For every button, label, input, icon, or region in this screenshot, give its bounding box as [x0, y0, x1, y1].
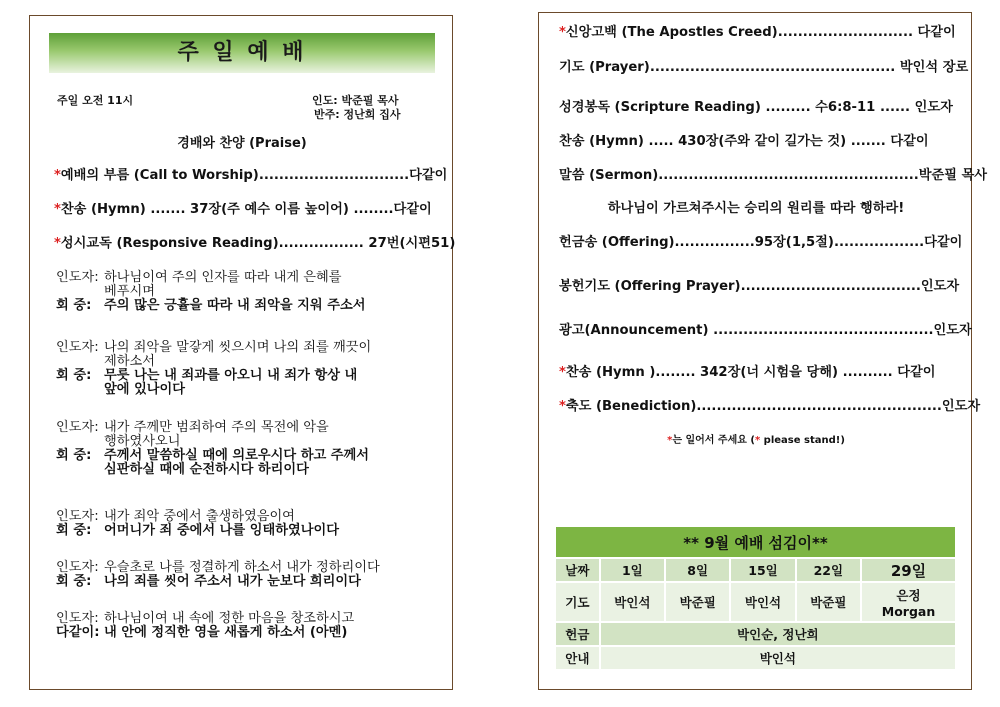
- hymn-item: 찬송 (Hymn) ..... 430장(주와 같이 길가는 것) ....... 다같이: [559, 134, 929, 149]
- reading-block-3: 인도자: 내가 주께만 범죄하여 주의 목전에 악을 행하였사오니 회 중: 주께서 말씀하실 때에 의로우시다 하고 주께서 심판하실 때에 순전하시다 하리이다: [56, 420, 369, 477]
- reading-block-4: 인도자: 내가 죄악 중에서 출생하였음이여 회 중: 어머니가 죄 중에서 나를 잉태하였나이다: [56, 509, 339, 538]
- congregation-line: 앞에 있나이다: [104, 382, 186, 397]
- congregation-line: 주께서 말씀하실 때에 의로우시다 하고 주께서: [104, 448, 369, 463]
- service-time: 주일 오전 11시: [57, 94, 134, 107]
- table-cell: 날짜: [555, 558, 600, 582]
- leader-line: 베푸시며: [104, 284, 155, 299]
- table-row: [555, 622, 956, 646]
- stand-marker: *: [559, 25, 566, 40]
- table-cell: 안내: [555, 646, 600, 670]
- congregation-line: 심판하실 때에 순전하시다 하리이다: [104, 462, 309, 477]
- table-row: [555, 558, 956, 582]
- hymn-item: *찬송 (Hymn) ....... 37장(주 예수 이름 높이어) ........다같이: [54, 202, 432, 217]
- service-pianist: 반주: 정난희 집사: [314, 108, 401, 121]
- praise-section-header: 경배와 찬양 (Praise): [177, 136, 307, 151]
- leader-line: 우슬초로 나를 정결하게 하소서 내가 정하리이다: [104, 560, 380, 575]
- leader-line: 하나님이여 내 속에 정한 마음을 창조하시고: [104, 611, 355, 626]
- schedule-title: ** 9월 예배 섬김이**: [555, 526, 956, 558]
- apostles-creed-item: *신앙고백 (The Apostles Creed)........................... 다같이: [559, 25, 956, 40]
- table-cell: 은정 Morgan: [861, 582, 956, 622]
- leader-line: 제하소서: [104, 354, 155, 369]
- congregation-line: 내 안에 정직한 영을 새롭게 하소서 (아멘): [104, 625, 348, 640]
- table-cell: 1일: [600, 558, 665, 582]
- sermon-item: 말씀 (Sermon)....................................................박준필 목사: [559, 168, 988, 183]
- stand-note: *는 일어서 주세요 (* please stand!): [667, 435, 845, 446]
- right-bulletin-page: [538, 12, 988, 690]
- offering-item: 헌금송 (Offering)................95장(1,5절)..................다같이: [559, 235, 963, 250]
- table-cell: 22일: [796, 558, 861, 582]
- reading-block-5: 인도자: 우슬초로 나를 정결하게 하소서 내가 정하리이다 회 중: 나의 죄를 씻어 주소서 내가 눈보다 희리이다: [56, 560, 380, 589]
- table-cell: 15일: [730, 558, 795, 582]
- responsive-reading-item: *성시교독 (Responsive Reading)................. 27번(시편51): [54, 236, 456, 251]
- leader-line: 내가 죄악 중에서 출생하였음이여: [104, 509, 295, 524]
- congregation-line: 무릇 나는 내 죄과를 아오니 내 죄가 항상 내: [104, 368, 358, 383]
- table-cell: 박인순, 정난희: [600, 622, 956, 646]
- offering-prayer-item: 봉헌기도 (Offering Prayer)....................................인도자: [559, 279, 960, 294]
- table-cell: 박인석: [730, 582, 795, 622]
- stand-marker: *: [54, 202, 61, 217]
- table-cell: 기도: [555, 582, 600, 622]
- stand-marker: *: [559, 365, 566, 380]
- leader-line: 행하였사오니: [104, 434, 181, 449]
- stand-marker: *: [559, 399, 566, 414]
- announcement-item: 광고(Announcement) ............................................인도자: [559, 323, 972, 338]
- table-cell: 헌금: [555, 622, 600, 646]
- table-cell: 29일: [861, 558, 956, 582]
- september-servers-table: [554, 525, 957, 671]
- reading-block-2: 인도자: 나의 죄악을 말갛게 씻으시며 나의 죄를 깨끗이 제하소서 회 중: 무릇 나는 내 죄과를 아오니 내 죄가 항상 내 앞에 있나이다: [56, 340, 372, 397]
- prayer-item: 기도 (Prayer)................................................. 박인석 장로: [559, 60, 969, 75]
- table-row: [555, 646, 956, 670]
- leader-line: 나의 죄악을 말갛게 씻으시며 나의 죄를 깨끗이: [104, 340, 372, 355]
- congregation-line: 주의 많은 긍휼을 따라 내 죄악을 지워 주소서: [104, 298, 366, 313]
- left-bulletin-page: [29, 15, 456, 690]
- table-row: [555, 582, 956, 622]
- table-cell: 박준필: [796, 582, 861, 622]
- leader-line: 하나님이여 주의 인자를 따라 내게 은혜를: [104, 270, 342, 285]
- table-cell: 박인석: [600, 646, 956, 670]
- congregation-line: 어머니가 죄 중에서 나를 잉태하였나이다: [104, 523, 339, 538]
- service-leader: 인도: 박준필 목사: [312, 94, 399, 107]
- stand-marker: *: [54, 236, 61, 251]
- benediction-item: *축도 (Benediction).................................................인도자: [559, 399, 981, 414]
- scripture-reading-item: 성경봉독 (Scripture Reading) ......... 수6:8-11 ...... 인도자: [559, 100, 953, 115]
- table-cell: 박인석: [600, 582, 665, 622]
- table-cell: 박준필: [665, 582, 730, 622]
- stand-marker: *: [54, 168, 61, 183]
- service-title-banner: 주 일 예 배: [49, 33, 435, 73]
- congregation-line: 나의 죄를 씻어 주소서 내가 눈보다 희리이다: [104, 574, 361, 589]
- closing-hymn-item: *찬송 (Hymn )........ 342장(너 시험을 당해) .......... 다같이: [559, 365, 936, 380]
- table-cell: 8일: [665, 558, 730, 582]
- leader-line: 내가 주께만 범죄하여 주의 목전에 악을: [104, 420, 329, 435]
- call-to-worship-item: *예배의 부름 (Call to Worship)..............................다같이: [54, 168, 448, 183]
- sermon-title: 하나님이 가르쳐주시는 승리의 원리를 따라 행하라!: [607, 201, 905, 216]
- reading-block-1: 인도자: 하나님이여 주의 인자를 따라 내게 은혜를 베푸시며 회 중: 주의 많은 긍휼을 따라 내 죄악을 지워 주소서: [56, 270, 366, 313]
- reading-block-6: 인도자: 하나님이여 내 속에 정한 마음을 창조하시고 다같이: 내 안에 정직한 영을 새롭게 하소서 (아멘): [56, 611, 355, 640]
